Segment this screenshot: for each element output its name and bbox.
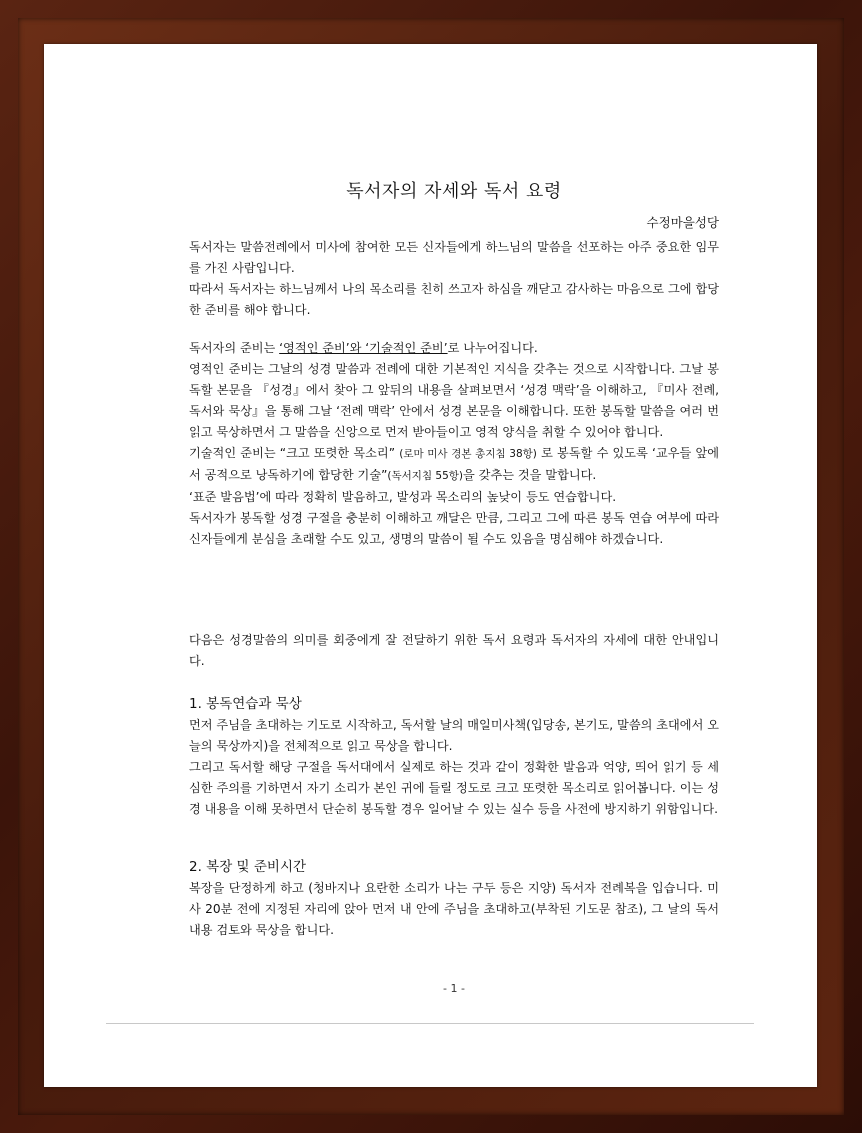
section-1-paragraph-1: 먼저 주님을 초대하는 기도로 시작하고, 독서할 날의 매일미사책(입당송, 본기도, 말씀의 초대에서 오늘의 묵상까지)을 전체적으로 읽고 묵상을 합니다.: [189, 718, 719, 753]
next-paragraph: 다음은 성경말씀의 의미를 회중에게 잘 전달하기 위한 독서 요령과 독서자의 자세에 대한 안내입니다.: [189, 633, 719, 668]
document-page: [44, 44, 817, 1087]
technical-b: 로 봉독할 수 있도록 ‘교우들 앞에서 공적으로 낭독하기에 합당한 기술”: [189, 446, 719, 482]
preparation-block: [189, 338, 719, 550]
section-1-paragraph-2: 그리고 독서할 해당 구절을 독서대에서 실제로 하는 것과 같이 정확한 발음과 억양, 띄어 읽기 등 세심한 주의를 기하면서 자기 소리가 본인 귀에 들릴 정도로 크고 또렷한 목소리로 읽어봅니다. 이는 성경 내용을 이해 못하면서 단순히 봉독할 경우 일어날 수 있는 실수 등을 사전에 방지하기 위함입니다.: [189, 760, 719, 816]
technical-b-ref: (독서지침 55항): [387, 470, 464, 482]
intro-paragraph-1: 독서자는 말씀전례에서 미사에 참여한 모든 신자들에게 하느님의 말씀을 선포하는 아주 중요한 임무를 가진 사람입니다.: [189, 240, 719, 275]
prep-paragraph: [189, 338, 719, 359]
section-2-heading: 2. 복장 및 준비시간: [189, 859, 307, 875]
warning-paragraph: 독서자가 봉독할 성경 구절을 충분히 이해하고 깨달은 만큼, 그리고 그에 따른 봉독 연습 여부에 따라 신자들에게 분심을 초래할 수도 있고, 생명의 말씀이 될 수도 있음을 명심해야 하겠습니다.: [189, 511, 719, 546]
intro-block: [189, 237, 719, 321]
next-block: [189, 630, 719, 672]
prep-suffix: 로 나누어집니다.: [447, 341, 538, 355]
technical-paragraph: [189, 443, 719, 487]
technical-a-ref: (로마 미사 경본 총지침 38항): [399, 448, 537, 460]
section-1: [189, 694, 719, 820]
section-2: [189, 857, 719, 941]
prep-underlined: ‘영적인 준비’와 ‘기술적인 준비’: [279, 341, 448, 355]
standard-paragraph: ‘표준 발음법’에 따라 정확히 발음하고, 발성과 목소리의 높낮이 등도 연습합니다.: [189, 490, 617, 504]
page-number: - 1 -: [443, 982, 465, 995]
document-title: 독서자의 자세와 독서 요령: [346, 181, 562, 202]
spiritual-paragraph: 영적인 준비는 그날의 성경 말씀과 전례에 대한 기본적인 지식을 갖추는 것으로 시작합니다. 그날 봉독할 본문을 『성경』에서 찾아 그 앞뒤의 내용을 살펴보면서 ‘성경 맥락’을 이해하고, 『미사 전례, 독서와 묵상』을 통해 그날 ‘전례 맥락’ 안에서 성경 본문을 이해합니다. 또한 봉독할 말씀을 여러 번 읽고 묵상하면서 그 말씀을 신앙으로 먼저 받아들이고 영적 양식을 취할 수 있어야 합니다.: [189, 362, 719, 439]
church-name: 수정마을성당: [646, 215, 719, 230]
technical-c: 을 갖추는 것을 말합니다.: [463, 468, 597, 482]
prep-prefix: 독서자의 준비는: [189, 341, 280, 355]
footer-divider: [106, 1023, 754, 1024]
technical-a: 기술적인 준비는 “크고 또렷한 목소리”: [189, 446, 396, 460]
intro-paragraph-2: 따라서 독서자는 하느님께서 나의 목소리를 친히 쓰고자 하심을 깨닫고 감사하는 마음으로 그에 합당한 준비를 해야 합니다.: [189, 282, 719, 317]
section-2-paragraph-1: 복장을 단정하게 하고 (청바지나 요란한 소리가 나는 구두 등은 지양) 독서자 전례복을 입습니다. 미사 20분 전에 지정된 자리에 앉아 먼저 내 안에 주님을 초대하고(부착된 기도문 참조), 그 날의 독서 내용 검토와 묵상을 합니다.: [189, 881, 719, 937]
section-1-heading: 1. 봉독연습과 묵상: [189, 696, 302, 712]
